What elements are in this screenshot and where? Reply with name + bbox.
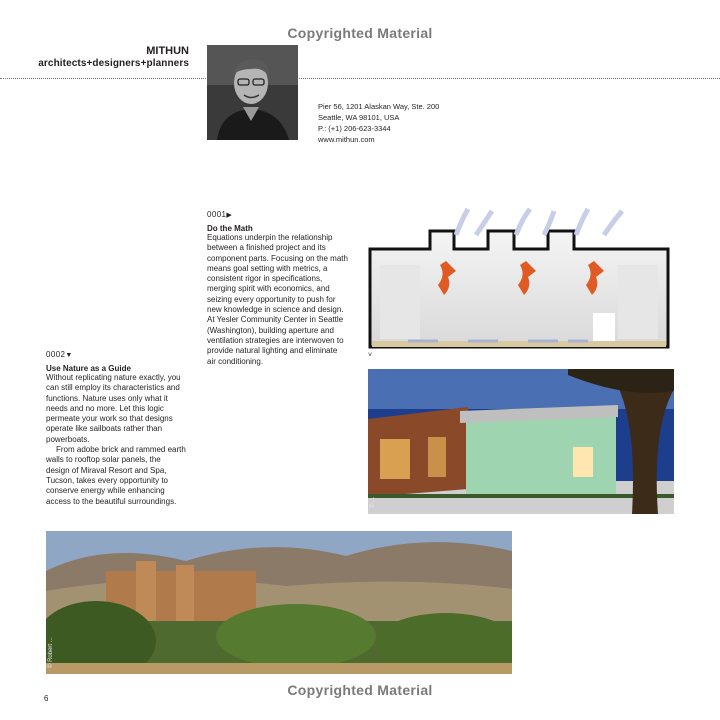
arrow-icon: ▶ [226, 212, 233, 219]
body-line: (Washington), building aperture and [207, 325, 334, 335]
tip-0001 [207, 210, 367, 367]
body-line: air conditioning. [207, 356, 264, 366]
body-line: Tucson, takes every opportunity to [46, 475, 168, 485]
address-street: Pier 56, 1201 Alaskan Way, Ste. 200 [318, 102, 440, 111]
photo-credit: © ... [370, 496, 376, 508]
watermark-bottom: Copyrighted Material [287, 682, 433, 698]
firm-name: MITHUN [146, 45, 189, 57]
body-line: ventilation strategies are interwoven to [207, 335, 344, 345]
body-line: seizing every opportunity to push for [207, 294, 336, 304]
divider-rule [0, 78, 720, 79]
address-website[interactable]: www.mithun.com [318, 135, 375, 144]
photo-credit: © Robert ... [48, 637, 54, 668]
architect-portrait-photo [207, 45, 298, 140]
body-line: component parts. Focusing on the math [207, 253, 348, 263]
tip-0002 [46, 350, 206, 507]
tip-number [207, 210, 367, 219]
body-line: walls to rooftop solar panels, the [46, 455, 161, 465]
body-line: needs and no more. Let this logic [46, 403, 164, 413]
tip-title: Use Nature as a Guide [46, 364, 131, 373]
body-line: conserve energy while enhancing [46, 486, 165, 496]
body-line: between a finished project and its [207, 243, 326, 253]
tip-body [46, 373, 206, 507]
ventilation-section-diagram [368, 205, 674, 365]
body-line: powerboats. [46, 434, 90, 444]
body-line: design of Miraval Resort and Spa, [46, 465, 167, 475]
tip-title: Do the Math [207, 224, 253, 233]
tip-number [46, 350, 206, 359]
body-line: From adobe brick and rammed earth [56, 445, 186, 455]
firm-tagline: architects+designers+planners [38, 58, 189, 69]
miraval-resort-photo [46, 531, 512, 674]
body-line: can still employ its characteristics and [46, 383, 180, 393]
body-line: operate like sailboats rather than [46, 424, 163, 434]
body-line: consistent rigor in specifications, [207, 274, 323, 284]
watermark-top: Copyrighted Material [287, 25, 433, 41]
page-number: 6 [44, 694, 49, 703]
arrow-down-icon: ▼ [65, 352, 73, 359]
tip-number-text: 0002 [46, 350, 66, 359]
body-line: functions. Nature uses only what it [46, 393, 168, 403]
body-line: Equations underpin the relationship [207, 233, 333, 242]
address-city: Seattle, WA 98101, USA [318, 113, 400, 122]
body-line: permeate your work so that designs [46, 414, 173, 424]
address-phone: P.: (+1) 206-623-3344 [318, 124, 391, 133]
body-line: new knowledge in science and design. [207, 305, 344, 315]
body-line: Without replicating nature exactly, you [46, 373, 181, 382]
body-line: merging spirit with economics, and [207, 284, 330, 294]
chevron-down-icon: ˅ [368, 352, 373, 359]
portrait-illustration [207, 45, 298, 140]
body-line: access to the beautiful surroundings. [46, 496, 177, 506]
tip-body [207, 233, 367, 367]
body-line: At Yesler Community Center in Seattle [207, 315, 344, 325]
body-line: means goal setting with metrics, a [207, 263, 328, 273]
arrows-exhaust [456, 209, 622, 235]
community-center-photo [368, 369, 674, 514]
tip-number-text: 0001 [207, 210, 227, 219]
body-line: provide natural lighting and eliminate [207, 346, 338, 356]
contact-address [318, 101, 439, 145]
